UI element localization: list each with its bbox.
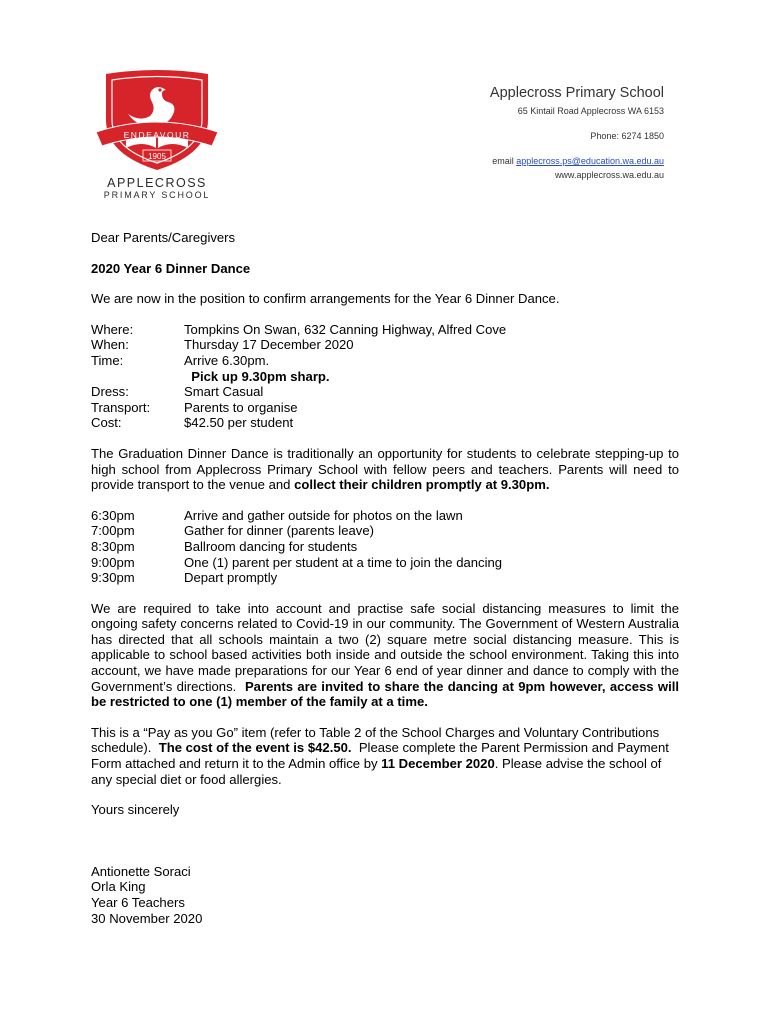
email-label: email	[492, 156, 514, 166]
crest-shield-icon	[92, 68, 222, 174]
detail-value: Arrive 6.30pm. Pick up 9.30pm sharp.	[184, 352, 330, 384]
school-address: 65 Kintail Road Applecross WA 6153	[517, 106, 664, 116]
school-name: Applecross Primary School	[489, 85, 664, 101]
schedule-time: 8:30pm	[91, 538, 135, 554]
signatory-role: Year 6 Teachers	[91, 895, 185, 910]
event-details	[91, 322, 679, 431]
schedule-desc: Gather for dinner (parents leave)	[184, 523, 374, 539]
school-crest	[92, 68, 222, 218]
detail-value: Thursday 17 December 2020	[184, 337, 354, 353]
schedule-desc: Ballroom dancing for students	[184, 538, 358, 554]
crest-year: 1905	[148, 152, 166, 161]
school-email-line	[490, 154, 664, 168]
covid-paragraph: We are required to take into account and practise safe social distancing measures to limit the ongoing safety concerns related to Covid-19 in our community. The Government of Western Australia has directed that all schools maintain a two (2) square metre social distancing measure. This is applicable to school based activities both inside and outside the school environment. Taking this into account, we have made preparations for our Year 6 end of year dinner and dance to comply with the Government’s directions. Parents are invited to share the dancing at 9pm however, access will be restricted to one (1) member of the family at a time.	[91, 600, 679, 710]
signatory: Orla King	[91, 879, 146, 895]
detail-label: Transport:	[91, 399, 151, 415]
signatory: Antionette Soraci	[91, 863, 191, 879]
letter-title: 2020 Year 6 Dinner Dance	[91, 260, 251, 276]
detail-label: Where:	[91, 321, 134, 337]
school-phone: Phone: 6274 1850	[590, 131, 664, 141]
detail-label: Dress:	[91, 384, 129, 400]
detail-value: Tompkins On Swan, 632 Canning Highway, Alfred Cove	[184, 321, 507, 337]
letterhead	[490, 82, 664, 182]
schedule-desc: Arrive and gather outside for photos on the lawn	[184, 507, 463, 523]
signature-block	[91, 864, 679, 926]
school-website[interactable]: www.applecross.wa.edu.au	[554, 170, 664, 180]
crest-banner-text: ENDEAVOUR	[123, 130, 191, 140]
detail-value: Smart Casual	[184, 384, 264, 400]
detail-label: Cost:	[91, 415, 122, 431]
schedule-time: 9:30pm	[91, 570, 135, 586]
schedule	[91, 508, 679, 586]
crest-school-subname: PRIMARY SCHOOL	[103, 190, 211, 200]
schedule-desc: Depart promptly	[184, 570, 278, 586]
schedule-time: 9:00pm	[91, 554, 135, 570]
detail-value: $42.50 per student	[184, 415, 294, 431]
intro-paragraph: We are now in the position to confirm arrangements for the Year 6 Dinner Dance.	[91, 291, 560, 307]
closing: Yours sincerely	[91, 802, 180, 818]
email-link[interactable]: applecross.ps@education.wa.edu.au	[516, 156, 664, 166]
graduation-paragraph: The Graduation Dinner Dance is traditionally an opportunity for students to celebrate stepping-up to high school from Applecross Primary School with fellow peers and teachers. Parents will need to provide transport to the venue and collect their children promptly at 9.30pm.	[91, 445, 679, 493]
payment-paragraph: This is a “Pay as you Go” item (refer to Table 2 of the School Charges and Voluntary Contributions schedule). The cost of the event is $42.50. Please complete the Parent Permission and Payment Form attached and return it to the Admin office by 11 December 2020. Please advise the school of any special diet or food allergies.	[91, 724, 669, 787]
schedule-time: 7:00pm	[91, 523, 135, 539]
greeting: Dear Parents/Caregivers	[91, 230, 236, 245]
detail-label: Time:	[91, 352, 124, 368]
schedule-time: 6:30pm	[91, 507, 135, 523]
letter-body	[91, 230, 679, 926]
schedule-desc: One (1) parent per student at a time to join the dancing	[184, 554, 503, 570]
detail-label: When:	[91, 337, 129, 353]
crest-school-name: APPLECROSS	[107, 176, 207, 190]
letter-date: 30 November 2020	[91, 910, 203, 926]
detail-value: Parents to organise	[184, 399, 298, 415]
